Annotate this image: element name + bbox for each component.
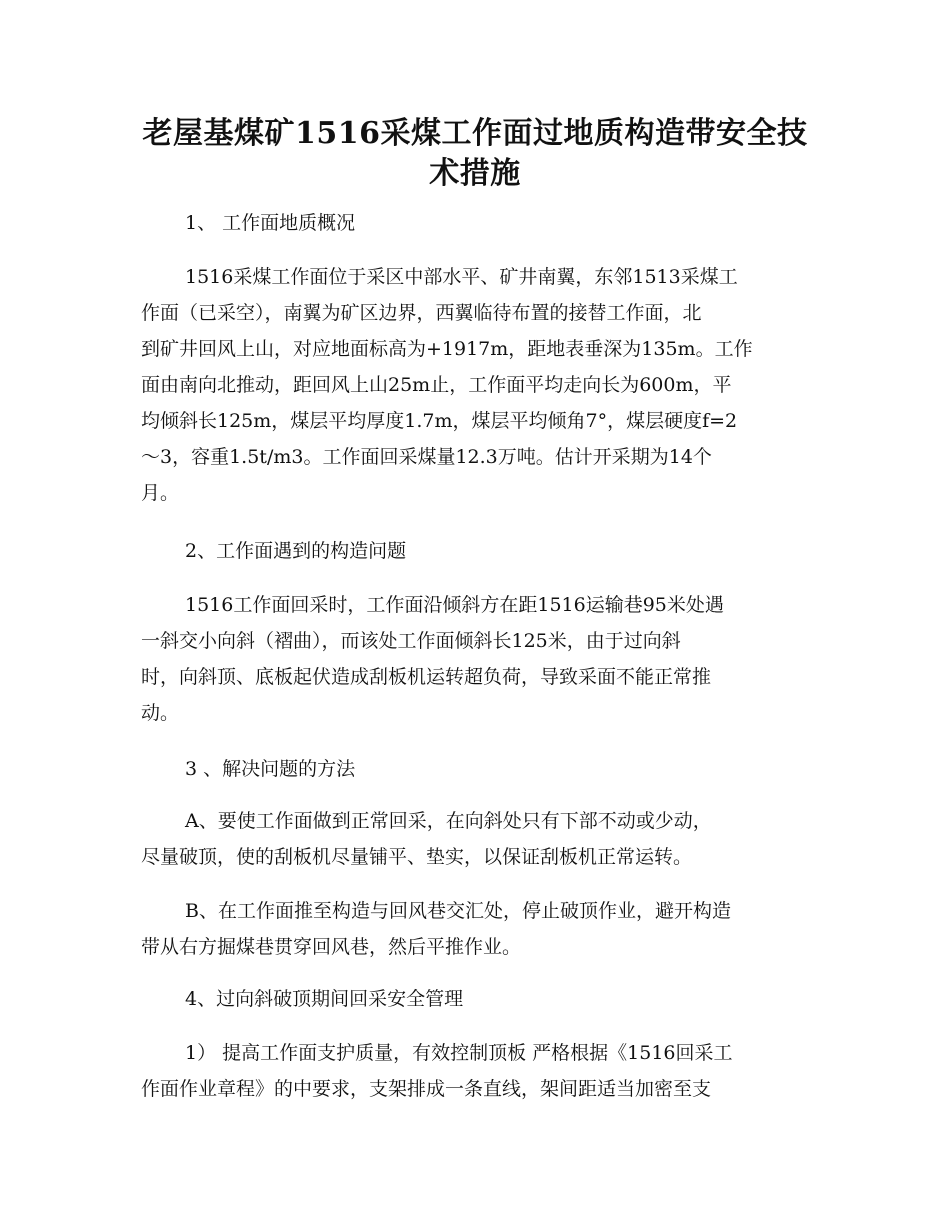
paragraph-line: 面由南向北推动，距回风上山25m止，工作面平均走向长为600m，平: [141, 374, 732, 396]
paragraph-line: 到矿井回风上山，对应地面标高为+1917m，距地表垂深为135m。工作: [141, 338, 753, 360]
paragraph-line: 带从右方掘煤巷贯穿回风巷，然后平推作业。: [141, 936, 522, 958]
paragraph-line: 一斜交小向斜（褶曲），而该处工作面倾斜长125米，由于过向斜: [141, 630, 681, 652]
paragraph-line: 1516工作面回采时，工作面沿倾斜方在距1516运输巷95米处遇: [185, 594, 724, 616]
paragraph-line: 月。: [141, 482, 180, 504]
section-heading-4: 4、过向斜破顶期间回采安全管理: [185, 988, 464, 1010]
paragraph-line: 1） 提高工作面支护质量，有效控制顶板 严格根据《1516回采工: [185, 1042, 733, 1064]
paragraph-line: A、要使工作面做到正常回采，在向斜处只有下部不动或少动，: [185, 810, 712, 832]
paragraph-line: B、在工作面推至构造与回风巷交汇处，停止破顶作业，避开构造: [185, 900, 731, 922]
document-title-line-1: 老屋基煤矿1516采煤工作面过地质构造带安全技: [142, 116, 808, 151]
paragraph-line: 尽量破顶，使的刮板机尽量铺平、垫实，以保证刮板机正常运转。: [141, 846, 693, 868]
section-heading-2: 2、工作面遇到的构造问题: [185, 540, 407, 562]
paragraph-line: 1516采煤工作面位于采区中部水平、矿井南翼，东邻1513采煤工: [185, 266, 738, 288]
section-heading-1: 1、 工作面地质概况: [185, 212, 356, 234]
paragraph-line: 动。: [141, 702, 180, 724]
paragraph-line: 作面作业章程》的中要求，支架排成一条直线，架间距适当加密至支: [141, 1078, 712, 1100]
paragraph-line: 作面（已采空），南翼为矿区边界，西翼临待布置的接替工作面，北: [141, 302, 702, 324]
paragraph-line: 时，向斜顶、底板起伏造成刮板机运转超负荷，导致采面不能正常推: [141, 666, 712, 688]
paragraph-line: 均倾斜长125m，煤层平均厚度1.7m，煤层平均倾角7°，煤层硬度f=2: [141, 410, 738, 432]
section-heading-3: 3 、解决问题的方法: [185, 758, 356, 780]
document-title-line-2: 术措施: [429, 156, 521, 191]
paragraph-line: ～3，容重1.5t/m3。工作面回采煤量12.3万吨。估计开采期为14个: [141, 446, 712, 468]
